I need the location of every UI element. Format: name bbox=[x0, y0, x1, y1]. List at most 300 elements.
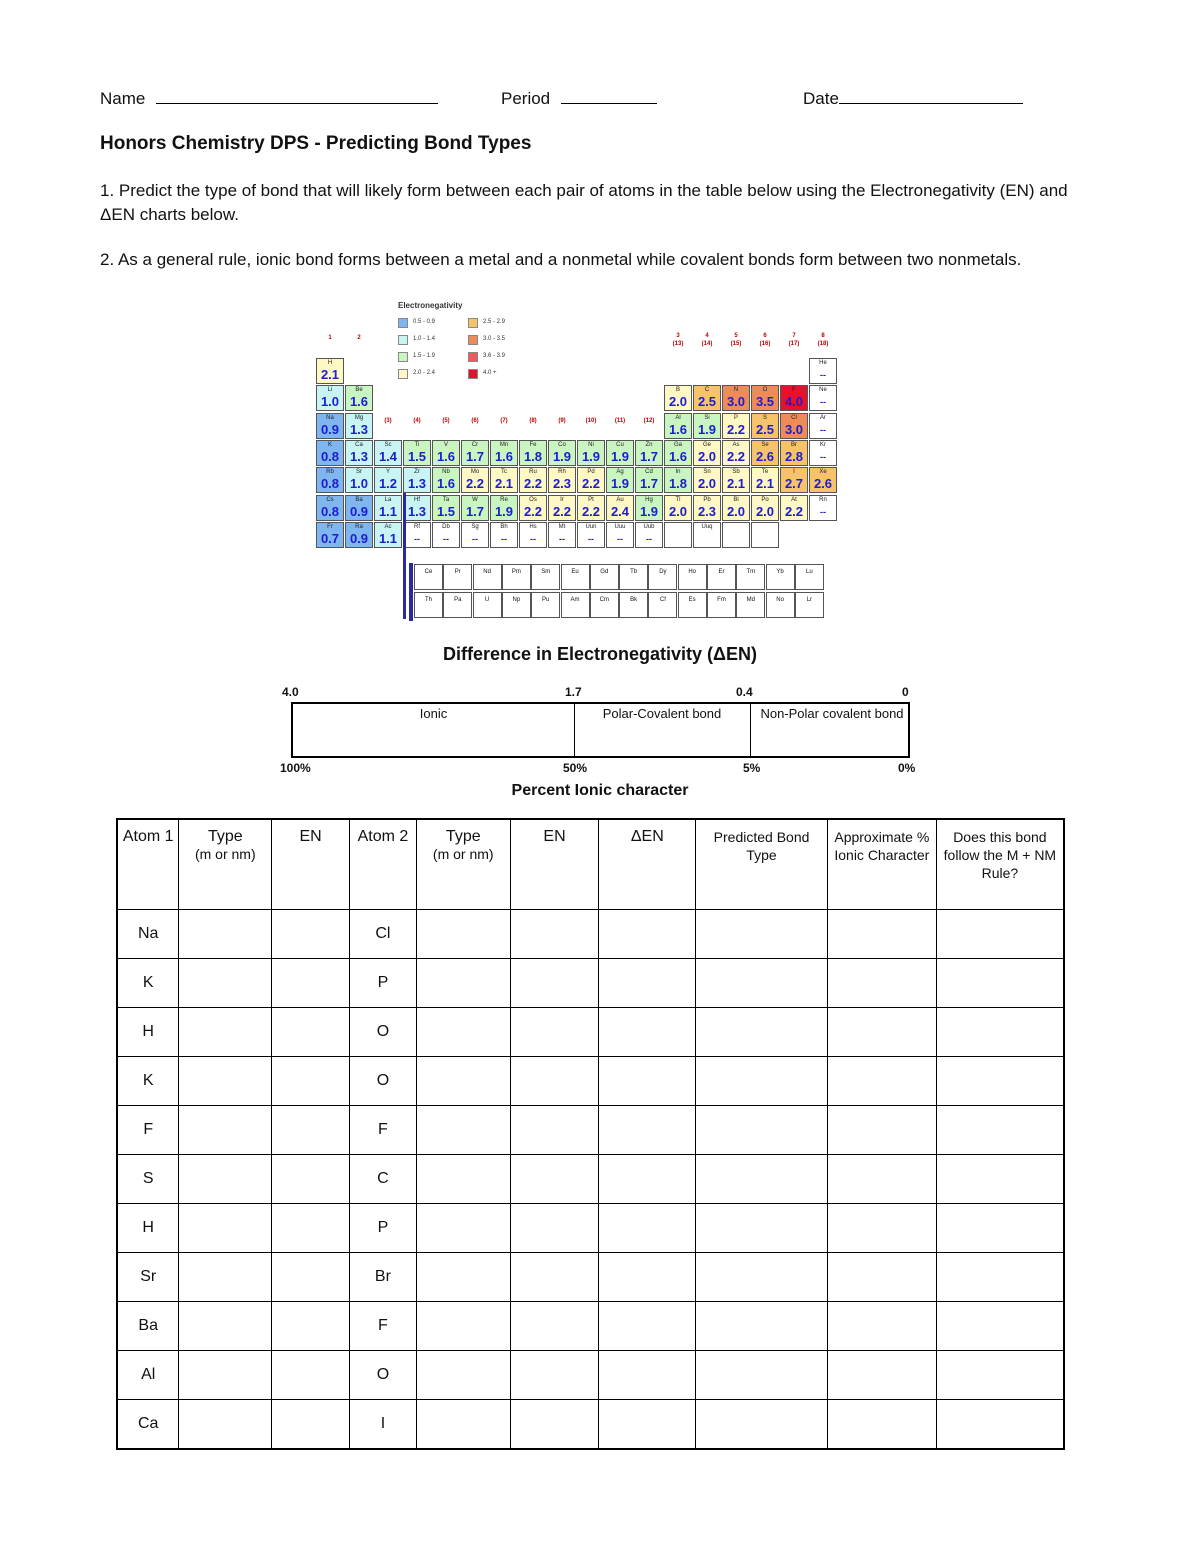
answer-cell[interactable] bbox=[179, 1302, 272, 1351]
answer-cell[interactable] bbox=[827, 1302, 936, 1351]
fblock-connector bbox=[403, 493, 406, 620]
answer-cell[interactable] bbox=[599, 1400, 696, 1450]
element-cell-mg bbox=[345, 413, 373, 439]
element-en: 2.0 bbox=[668, 503, 688, 519]
answer-cell[interactable] bbox=[827, 1351, 936, 1400]
group-label: (5) bbox=[442, 417, 450, 424]
answer-cell[interactable] bbox=[936, 1400, 1064, 1450]
element-symbol: Po bbox=[761, 496, 769, 503]
element-symbol: Ta bbox=[442, 496, 450, 503]
answer-cell[interactable] bbox=[416, 1253, 510, 1302]
element-en: 2.7 bbox=[784, 476, 804, 492]
header-en2: EN bbox=[510, 819, 599, 910]
pct-5: 5% bbox=[743, 761, 761, 775]
element-cell-ru bbox=[519, 467, 547, 493]
element-en: 1.9 bbox=[494, 503, 514, 519]
element-cell-cl bbox=[780, 413, 808, 439]
atom1-cell: Al bbox=[117, 1351, 179, 1400]
answer-cell[interactable] bbox=[510, 910, 599, 959]
element-symbol: Ar bbox=[820, 414, 826, 421]
element-cell-b bbox=[664, 385, 692, 411]
element-cell-tc bbox=[490, 467, 518, 493]
element-symbol: Mo bbox=[470, 469, 480, 476]
answer-cell[interactable] bbox=[179, 1400, 272, 1450]
element-cell-kr bbox=[809, 440, 837, 466]
answer-cell[interactable] bbox=[179, 1106, 272, 1155]
fblock-cell-nd: Nd bbox=[473, 564, 502, 590]
answer-cell[interactable] bbox=[510, 1253, 599, 1302]
fblock-cell-lu: Lu bbox=[795, 564, 824, 590]
answer-cell[interactable] bbox=[936, 1302, 1064, 1351]
answer-cell[interactable] bbox=[179, 1057, 272, 1106]
element-en: 2.1 bbox=[755, 476, 775, 492]
answer-cell[interactable] bbox=[936, 1204, 1064, 1253]
answer-cell[interactable] bbox=[416, 910, 510, 959]
answer-cell[interactable] bbox=[510, 1302, 599, 1351]
element-symbol: In bbox=[675, 469, 681, 476]
legend-label: 4.0 + bbox=[483, 370, 497, 376]
delta-en-scale bbox=[291, 702, 910, 758]
element-en: 1.9 bbox=[610, 448, 630, 464]
element-cell-pt bbox=[577, 495, 605, 521]
header-atom1: Atom 1 bbox=[117, 819, 179, 910]
element-symbol: Cd bbox=[645, 469, 653, 476]
element-symbol: Ti bbox=[414, 441, 420, 448]
answer-cell[interactable] bbox=[936, 1155, 1064, 1204]
answer-cell[interactable] bbox=[827, 1253, 936, 1302]
element-symbol: V bbox=[443, 441, 448, 448]
element-cell-hf bbox=[403, 495, 431, 521]
answer-cell[interactable] bbox=[827, 1008, 936, 1057]
element-symbol: Na bbox=[326, 414, 334, 421]
answer-cell[interactable] bbox=[936, 1057, 1064, 1106]
element-symbol: Tc bbox=[501, 469, 507, 476]
element-symbol: Au bbox=[616, 496, 624, 503]
answer-cell[interactable] bbox=[827, 1204, 936, 1253]
answer-cell[interactable] bbox=[827, 1155, 936, 1204]
answer-cell[interactable] bbox=[179, 1008, 272, 1057]
element-cell-mo bbox=[461, 467, 489, 493]
element-cell-as bbox=[722, 440, 750, 466]
element-en: 4.0 bbox=[784, 394, 804, 410]
answer-cell[interactable] bbox=[599, 1302, 696, 1351]
answer-cell[interactable] bbox=[272, 1106, 350, 1155]
element-en: 0.9 bbox=[320, 421, 340, 437]
element-symbol: S bbox=[762, 414, 767, 421]
answer-cell[interactable] bbox=[272, 1253, 350, 1302]
element-symbol: Bh bbox=[500, 523, 508, 530]
element-cell-hg bbox=[635, 495, 663, 521]
element-en: 2.6 bbox=[813, 476, 833, 492]
fblock-cell-eu: Eu bbox=[561, 564, 590, 590]
element-cell-ra bbox=[345, 522, 373, 548]
element-cell-ca bbox=[345, 440, 373, 466]
element-cell-na bbox=[316, 413, 344, 439]
group-label: (11) bbox=[614, 417, 626, 424]
answer-cell[interactable] bbox=[272, 1351, 350, 1400]
answer-cell[interactable] bbox=[416, 1057, 510, 1106]
table-row bbox=[117, 1302, 1064, 1351]
element-cell-o bbox=[751, 385, 779, 411]
element-cell-sg bbox=[461, 522, 489, 548]
fblock-cell-dy: Dy bbox=[648, 564, 677, 590]
header-predicted-bond-type: Predicted Bond Type bbox=[696, 819, 828, 910]
legend-swatch bbox=[398, 352, 408, 362]
header-type1: Type (m or nm) bbox=[179, 819, 272, 910]
group-label: (12) bbox=[643, 417, 655, 424]
answer-cell[interactable] bbox=[827, 959, 936, 1008]
period-blank[interactable] bbox=[561, 88, 657, 104]
atom2-cell: F bbox=[349, 1302, 416, 1351]
answer-cell[interactable] bbox=[416, 1204, 510, 1253]
atom1-cell: F bbox=[117, 1106, 179, 1155]
answer-cell[interactable] bbox=[696, 1106, 828, 1155]
answer-cell[interactable] bbox=[599, 1351, 696, 1400]
answer-cell[interactable] bbox=[272, 1204, 350, 1253]
element-en: 1.6 bbox=[668, 421, 688, 437]
element-cell-fe bbox=[519, 440, 547, 466]
element-cell-zn bbox=[635, 440, 663, 466]
tick-1-7: 1.7 bbox=[565, 685, 582, 699]
group-label: (3) bbox=[384, 417, 392, 424]
group-label: 4 (14) bbox=[701, 333, 713, 347]
legend-label: 0.5 - 0.9 bbox=[413, 319, 436, 325]
element-cell-ga bbox=[664, 440, 692, 466]
answer-cell[interactable] bbox=[599, 1057, 696, 1106]
answer-cell[interactable] bbox=[827, 1057, 936, 1106]
group-label: 8 (18) bbox=[817, 333, 829, 347]
element-symbol: Rb bbox=[326, 469, 334, 476]
element-en: 0.8 bbox=[320, 503, 340, 519]
element-cell-n bbox=[722, 385, 750, 411]
answer-cell[interactable] bbox=[936, 959, 1064, 1008]
element-symbol: Ra bbox=[355, 523, 363, 530]
answer-cell[interactable] bbox=[696, 1400, 828, 1450]
element-cell-mn bbox=[490, 440, 518, 466]
answer-cell[interactable] bbox=[510, 1351, 599, 1400]
answer-cell[interactable] bbox=[416, 1302, 510, 1351]
fblock-cell-am: Am bbox=[561, 592, 590, 618]
element-en: -- bbox=[617, 533, 623, 544]
answer-cell[interactable] bbox=[696, 1155, 828, 1204]
answer-cell[interactable] bbox=[272, 959, 350, 1008]
element-cell-au bbox=[606, 495, 634, 521]
answer-cell[interactable] bbox=[599, 1253, 696, 1302]
answer-cell[interactable] bbox=[179, 1351, 272, 1400]
element-symbol: Bi bbox=[733, 496, 739, 503]
element-cell-rh bbox=[548, 467, 576, 493]
element-cell-f bbox=[780, 385, 808, 411]
answer-cell[interactable] bbox=[696, 1008, 828, 1057]
element-cell-la bbox=[374, 495, 402, 521]
answer-cell[interactable] bbox=[696, 1204, 828, 1253]
element-en: 1.0 bbox=[349, 476, 369, 492]
element-symbol: Cu bbox=[616, 441, 624, 448]
answer-cell[interactable] bbox=[272, 1057, 350, 1106]
element-en: 2.2 bbox=[523, 476, 543, 492]
group-label: (4) bbox=[413, 417, 421, 424]
element-en: 1.6 bbox=[494, 448, 514, 464]
element-cell-s bbox=[751, 413, 779, 439]
element-cell-sc bbox=[374, 440, 402, 466]
element-symbol: Mn bbox=[499, 441, 509, 448]
element-en: 2.2 bbox=[552, 503, 572, 519]
atom1-cell: Na bbox=[117, 910, 179, 959]
answer-cell[interactable] bbox=[179, 1204, 272, 1253]
date-label: Date bbox=[803, 89, 839, 108]
element-en: 1.9 bbox=[639, 503, 659, 519]
date-blank[interactable] bbox=[839, 88, 1023, 104]
legend-label: 1.0 - 1.4 bbox=[413, 336, 436, 342]
header-m-nm-rule: Does this bond follow the M + NM Rule? bbox=[936, 819, 1064, 910]
element-cell-bi bbox=[722, 495, 750, 521]
answer-cell[interactable] bbox=[936, 1351, 1064, 1400]
element-en: 2.2 bbox=[726, 448, 746, 464]
element-en: 1.7 bbox=[465, 448, 485, 464]
element-symbol: Sc bbox=[384, 441, 392, 448]
answer-cell[interactable] bbox=[599, 1204, 696, 1253]
element-en: 1.8 bbox=[668, 476, 688, 492]
element-en: 1.6 bbox=[436, 476, 456, 492]
element-cell-in bbox=[664, 467, 692, 493]
element-symbol: Se bbox=[761, 441, 769, 448]
legend-label: 1.5 - 1.9 bbox=[413, 353, 436, 359]
element-en: 0.7 bbox=[320, 530, 340, 546]
answer-cell[interactable] bbox=[416, 959, 510, 1008]
name-blank[interactable] bbox=[156, 88, 438, 104]
element-cell-bh bbox=[490, 522, 518, 548]
answer-cell[interactable] bbox=[179, 1155, 272, 1204]
element-symbol: Ba bbox=[355, 496, 363, 503]
element-en: 2.4 bbox=[610, 503, 630, 519]
element-cell-cs bbox=[316, 495, 344, 521]
answer-cell[interactable] bbox=[416, 1106, 510, 1155]
element-symbol: Ge bbox=[702, 441, 711, 448]
fblock-cell-pu: Pu bbox=[531, 592, 560, 618]
answer-cell[interactable] bbox=[416, 1008, 510, 1057]
element-en: 2.0 bbox=[668, 394, 688, 410]
fblock-cell-pa: Pa bbox=[443, 592, 472, 618]
element-en: 2.0 bbox=[697, 448, 717, 464]
element-en: 3.0 bbox=[726, 394, 746, 410]
element-en: 2.1 bbox=[726, 476, 746, 492]
element-en: 1.3 bbox=[407, 476, 427, 492]
answer-cell[interactable] bbox=[510, 1400, 599, 1450]
element-symbol: Os bbox=[529, 496, 537, 503]
legend-label: 3.6 - 3.9 bbox=[483, 353, 506, 359]
element-cell-rf bbox=[403, 522, 431, 548]
answer-cell[interactable] bbox=[510, 1008, 599, 1057]
group-label: (8) bbox=[529, 417, 537, 424]
element-cell-ba bbox=[345, 495, 373, 521]
element-en: 1.9 bbox=[610, 476, 630, 492]
element-en: 3.0 bbox=[784, 421, 804, 437]
table-row bbox=[117, 1106, 1064, 1155]
answer-cell[interactable] bbox=[179, 910, 272, 959]
atom1-cell: K bbox=[117, 1057, 179, 1106]
answer-cell[interactable] bbox=[179, 959, 272, 1008]
element-symbol: Uun bbox=[585, 523, 597, 530]
element-en: 2.2 bbox=[581, 476, 601, 492]
element-cell-ni bbox=[577, 440, 605, 466]
element-en: 1.5 bbox=[436, 503, 456, 519]
element-symbol: Br bbox=[791, 441, 797, 448]
answer-cell[interactable] bbox=[416, 1400, 510, 1450]
element-en: 2.5 bbox=[697, 394, 717, 410]
element-symbol: Zr bbox=[414, 469, 420, 476]
answer-cell[interactable] bbox=[936, 910, 1064, 959]
legend-label: 2.5 - 2.9 bbox=[483, 319, 506, 325]
answer-cell[interactable] bbox=[696, 1302, 828, 1351]
answer-cell[interactable] bbox=[510, 1204, 599, 1253]
element-symbol: Db bbox=[442, 523, 450, 530]
answer-cell[interactable] bbox=[936, 1253, 1064, 1302]
element-symbol: Ni bbox=[588, 441, 594, 448]
answer-cell[interactable] bbox=[272, 910, 350, 959]
element-en: -- bbox=[443, 533, 449, 544]
fblock-cell-u: U bbox=[473, 592, 502, 618]
fblock-cell-bk: Bk bbox=[619, 592, 648, 618]
fblock-cell-pm: Pm bbox=[502, 564, 531, 590]
element-en: 0.8 bbox=[320, 448, 340, 464]
tick-0-4: 0.4 bbox=[736, 685, 753, 699]
element-en: -- bbox=[820, 451, 826, 462]
answer-cell[interactable] bbox=[510, 1155, 599, 1204]
element-symbol: Zn bbox=[645, 441, 653, 448]
element-symbol: Rh bbox=[558, 469, 566, 476]
page-title: Honors Chemistry DPS - Predicting Bond Types bbox=[100, 133, 532, 154]
element-cell-os bbox=[519, 495, 547, 521]
answer-cell[interactable] bbox=[599, 910, 696, 959]
element-en: 1.7 bbox=[639, 476, 659, 492]
element-symbol: Kr bbox=[820, 441, 826, 448]
answer-cell[interactable] bbox=[696, 1253, 828, 1302]
answer-cell[interactable] bbox=[510, 1057, 599, 1106]
answer-cell[interactable] bbox=[599, 1155, 696, 1204]
fblock-cell-tb: Tb bbox=[619, 564, 648, 590]
element-en: 2.3 bbox=[697, 503, 717, 519]
element-symbol: Co bbox=[558, 441, 566, 448]
element-cell-co bbox=[548, 440, 576, 466]
date-field[interactable] bbox=[803, 88, 1023, 109]
answer-cell[interactable] bbox=[416, 1155, 510, 1204]
element-en: 2.8 bbox=[784, 448, 804, 464]
element-symbol: Hs bbox=[529, 523, 537, 530]
answer-cell[interactable] bbox=[599, 1106, 696, 1155]
element-en: -- bbox=[588, 533, 594, 544]
element-en: 2.2 bbox=[465, 476, 485, 492]
element-en: -- bbox=[646, 533, 652, 544]
answer-cell[interactable] bbox=[696, 1351, 828, 1400]
element-en: 1.9 bbox=[581, 448, 601, 464]
group-label: 3 (13) bbox=[672, 333, 684, 347]
answer-cell[interactable] bbox=[936, 1008, 1064, 1057]
atom2-cell: I bbox=[349, 1400, 416, 1450]
element-cell-te bbox=[751, 467, 779, 493]
answer-cell[interactable] bbox=[510, 1106, 599, 1155]
element-en: 2.0 bbox=[755, 503, 775, 519]
table-row bbox=[117, 1155, 1064, 1204]
segment-polar-covalent: Polar-Covalent bond bbox=[602, 706, 722, 721]
element-symbol: Fe bbox=[529, 441, 537, 448]
atom2-cell: C bbox=[349, 1155, 416, 1204]
element-symbol: Cl bbox=[791, 414, 797, 421]
element-symbol: Ag bbox=[616, 469, 624, 476]
element-cell-uub bbox=[635, 522, 663, 548]
segment-ionic: Ionic bbox=[419, 706, 448, 721]
element-en: 1.6 bbox=[668, 448, 688, 464]
answer-cell[interactable] bbox=[416, 1351, 510, 1400]
element-cell-ti bbox=[403, 440, 431, 466]
answer-cell[interactable] bbox=[696, 910, 828, 959]
answer-cell[interactable] bbox=[696, 959, 828, 1008]
fblock-cell-lr: Lr bbox=[795, 592, 824, 618]
element-symbol: Al bbox=[675, 414, 681, 421]
element-en: 2.2 bbox=[726, 421, 746, 437]
answer-cell[interactable] bbox=[696, 1057, 828, 1106]
answer-cell[interactable] bbox=[272, 1155, 350, 1204]
element-cell-rn bbox=[809, 495, 837, 521]
group-label: 6 (16) bbox=[759, 333, 771, 347]
name-field[interactable] bbox=[100, 88, 438, 109]
element-cell-uun bbox=[577, 522, 605, 548]
header-atom2: Atom 2 bbox=[349, 819, 416, 910]
answer-cell[interactable] bbox=[936, 1106, 1064, 1155]
pct-50: 50% bbox=[563, 761, 588, 775]
atom2-cell: P bbox=[349, 959, 416, 1008]
element-en: -- bbox=[559, 533, 565, 544]
element-cell-se bbox=[751, 440, 779, 466]
element-symbol: He bbox=[819, 360, 827, 366]
element-en: 1.7 bbox=[639, 448, 659, 464]
element-cell-br bbox=[780, 440, 808, 466]
legend-swatch bbox=[398, 335, 408, 345]
answer-cell[interactable] bbox=[272, 1008, 350, 1057]
answer-cell[interactable] bbox=[272, 1302, 350, 1351]
group-label: 2 bbox=[357, 335, 361, 341]
answer-cell[interactable] bbox=[272, 1400, 350, 1450]
element-cell-po bbox=[751, 495, 779, 521]
delta-en-title: Difference in Electronegativity (ΔEN) bbox=[442, 644, 757, 664]
group-label: 1 bbox=[328, 335, 332, 341]
answer-cell[interactable] bbox=[827, 1400, 936, 1450]
answer-cell[interactable] bbox=[599, 959, 696, 1008]
atom1-cell: K bbox=[117, 959, 179, 1008]
atom2-cell: O bbox=[349, 1057, 416, 1106]
element-en: 1.6 bbox=[349, 394, 369, 410]
answer-cell[interactable] bbox=[510, 959, 599, 1008]
element-cell-pb bbox=[693, 495, 721, 521]
period-field[interactable] bbox=[501, 88, 657, 109]
element-en: 2.6 bbox=[755, 448, 775, 464]
answer-cell[interactable] bbox=[827, 1106, 936, 1155]
answer-cell[interactable] bbox=[827, 910, 936, 959]
element-cell-p bbox=[722, 413, 750, 439]
element-symbol: Li bbox=[327, 387, 333, 394]
group-label: 7 (17) bbox=[788, 333, 800, 347]
element-en: 1.9 bbox=[697, 421, 717, 437]
element-symbol: Mg bbox=[354, 414, 364, 421]
answer-cell[interactable] bbox=[599, 1008, 696, 1057]
element-symbol: Hg bbox=[645, 496, 653, 503]
element-en: 1.7 bbox=[465, 503, 485, 519]
element-en: 2.2 bbox=[523, 503, 543, 519]
fblock-cell-fm: Fm bbox=[707, 592, 736, 618]
answer-cell[interactable] bbox=[179, 1253, 272, 1302]
table-row bbox=[117, 959, 1064, 1008]
periodic-table bbox=[316, 298, 846, 623]
legend-label: 3.0 - 3.5 bbox=[483, 336, 506, 342]
